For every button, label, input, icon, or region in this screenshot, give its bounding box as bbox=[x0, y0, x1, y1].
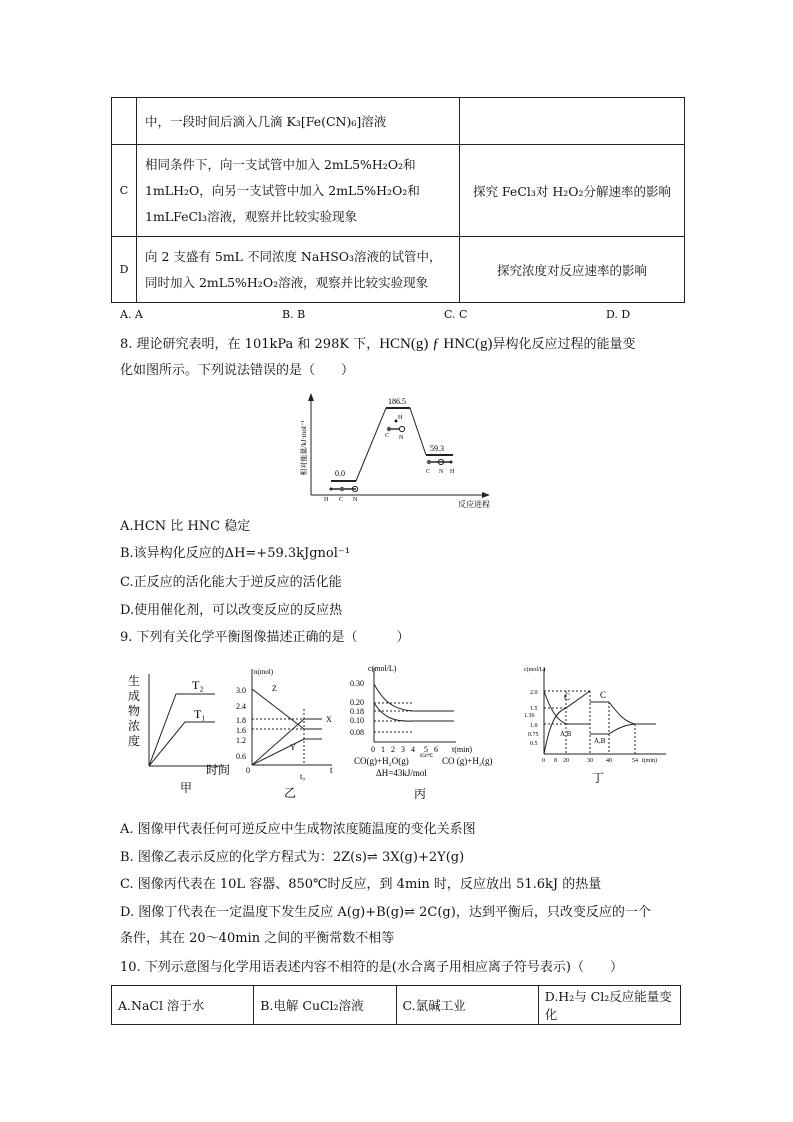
curve-z-label: Z bbox=[272, 684, 277, 693]
table-row bbox=[112, 237, 685, 303]
ytick: 2.4 bbox=[236, 702, 246, 711]
graph-bing bbox=[346, 662, 510, 810]
curve-bing-upper bbox=[374, 684, 454, 711]
q7-option-a[interactable]: A. A bbox=[120, 308, 143, 321]
graph-yi bbox=[232, 665, 347, 805]
row-cont-text: 中，一段时间后滴入几滴 K₃[Fe(CN)₆]溶液 bbox=[137, 98, 460, 145]
ytick: 0.18 bbox=[350, 707, 364, 716]
graph-yi-caption: 乙 bbox=[284, 786, 297, 800]
xtick: 54 bbox=[632, 758, 638, 764]
graph-ding bbox=[510, 662, 670, 810]
q9-option-a[interactable]: A. 图像甲代表任何可逆反应中生成物浓度随温度的变化关系图 bbox=[120, 822, 476, 837]
q8-stem-line2: 化如图所示。下列说法错误的是（ ） bbox=[120, 363, 355, 378]
curve-bing-lower bbox=[374, 703, 454, 721]
xtick: 0 bbox=[542, 758, 545, 764]
curve-x-label: X bbox=[326, 715, 332, 724]
q10-stem: 10. 下列示意图与化学用语表述内容不相符的是(水合离子用相应离子符号表示)（ ） bbox=[120, 960, 623, 975]
row-d-right: 探究浓度对反应速率的影响 bbox=[460, 237, 685, 303]
q10-cell-d[interactable]: D.H₂与 Cl₂反应能量变化 bbox=[538, 986, 680, 1025]
energy-profile bbox=[356, 408, 426, 481]
q10-cell-c[interactable]: C.氯碱工业 bbox=[396, 986, 538, 1025]
q7-option-d[interactable]: D. D bbox=[606, 308, 631, 321]
row-c-line: 1mLFeCl₃溶液，观察并比较实验现象 bbox=[145, 208, 358, 224]
xtick: 6 bbox=[434, 745, 438, 754]
atom-label: N bbox=[353, 497, 358, 503]
bing-eq-left: CO(g)+H₂O(g) bbox=[354, 756, 409, 766]
table-row bbox=[112, 986, 681, 1025]
q8-stem-b: 异构化反应过程的能量变 bbox=[492, 337, 636, 352]
ytick: 3.0 bbox=[236, 686, 246, 695]
row-d-line: 向 2 支盛有 5mL 不同浓度 NaHSO₃溶液的试管中， bbox=[145, 248, 442, 264]
row-c-right: 探究 FeCl₃对 H₂O₂分解速率的影响 bbox=[460, 145, 685, 237]
graph-yi-ylabel: n(mol) bbox=[254, 668, 274, 676]
q8-option-c[interactable]: C.正反应的活化能大于逆反应的活化能 bbox=[120, 575, 342, 590]
curve-t1-label: T₁ bbox=[194, 707, 206, 721]
graph-ding-caption: 丁 bbox=[592, 771, 605, 785]
atom-label: C bbox=[385, 433, 390, 439]
q9-stem: 9. 下列有关化学平衡图像描述正确的是（ ） bbox=[120, 630, 410, 645]
xtick: 8 bbox=[554, 758, 557, 764]
bing-eq-right: CO (g)+H₂(g) bbox=[442, 756, 493, 766]
q8-formula: HCN(g) ƒ HNC(g) bbox=[379, 336, 493, 352]
q10-table bbox=[111, 985, 681, 1025]
ytick: 1.36 bbox=[524, 713, 535, 719]
ding-label-ab1: A,B bbox=[560, 730, 572, 738]
ytick: 1.8 bbox=[236, 716, 246, 725]
xtick: 4 bbox=[411, 745, 415, 754]
row-label: C bbox=[112, 145, 137, 237]
molecule-hnc bbox=[426, 459, 455, 475]
ding-label-c2: C bbox=[600, 690, 607, 700]
curve-t2-label: T₂ bbox=[192, 678, 204, 692]
energy-ylabel: 相对能量/kJ·mol⁻¹ bbox=[300, 420, 308, 476]
atom-label: H bbox=[324, 497, 329, 503]
curve-z bbox=[252, 689, 304, 729]
atom-label: N bbox=[439, 469, 444, 475]
energy-diagram bbox=[298, 393, 498, 511]
row-c-line: 1mLH₂O，向另一支试管中加入 2mL5%H₂O₂和 bbox=[145, 182, 420, 198]
ytick: 0.20 bbox=[350, 698, 364, 707]
q8-stem-line1 bbox=[120, 336, 636, 353]
ding-label-c1: C bbox=[564, 692, 571, 702]
graph-ding-xlabel: t(min) bbox=[642, 758, 657, 764]
bing-eq-cond: 850℃ bbox=[420, 754, 434, 759]
ytick: 0.75 bbox=[528, 732, 539, 738]
q9-option-b[interactable]: B. 图像乙表示反应的化学方程式为：2Z(s)⇌ 3X(g)+2Y(g) bbox=[120, 850, 465, 865]
atom-label: C bbox=[339, 497, 344, 503]
bing-dh: ΔH=43kJ/mol bbox=[376, 768, 427, 778]
q10-cell-a[interactable]: A.NaCl 溶于水 bbox=[112, 986, 254, 1025]
row-c-text bbox=[137, 145, 460, 237]
atom-label: H bbox=[450, 469, 455, 475]
xtick: 0 bbox=[246, 766, 250, 775]
xtick: 0 bbox=[371, 745, 375, 754]
graph-jia-ylabel: 生 bbox=[127, 674, 141, 688]
q9-option-c[interactable]: C. 图像丙代表在 10L 容器、850℃时反应，到 4min 时，反应放出 51.6kJ 的热量 bbox=[120, 877, 602, 892]
graph-ding-ylabel: c(mol/L) bbox=[524, 667, 546, 673]
xtick: t₀ bbox=[300, 772, 306, 781]
row-cont-right bbox=[460, 98, 685, 145]
q7-option-c[interactable]: C. C bbox=[444, 308, 468, 321]
level-hcn-label: 0.0 bbox=[335, 469, 345, 478]
graph-jia bbox=[120, 670, 235, 800]
ytick: 1.6 bbox=[236, 726, 246, 735]
curve-t2 bbox=[149, 694, 215, 766]
xtick: 30 bbox=[587, 758, 593, 764]
row-label: D bbox=[112, 237, 137, 303]
molecule-ts bbox=[385, 415, 405, 441]
graph-bing-xlabel: t(min) bbox=[452, 745, 472, 754]
xtick: t bbox=[330, 765, 333, 775]
ytick: 1.5 bbox=[530, 706, 538, 712]
graph-jia-ylabel: 浓 bbox=[127, 719, 141, 733]
graph-jia-caption: 甲 bbox=[180, 781, 193, 795]
row-c-line: 相同条件下，向一支试管中加入 2mL5%H₂O₂和 bbox=[145, 156, 416, 172]
ytick: 0.10 bbox=[350, 716, 364, 725]
atom-label: H bbox=[398, 415, 403, 421]
ytick: 2.0 bbox=[530, 690, 538, 696]
q8-option-b[interactable]: B.该异构化反应的ΔH=+59.3kJgnol⁻¹ bbox=[120, 546, 350, 561]
graph-bing-ylabel: c(mol/L) bbox=[368, 664, 397, 673]
level-ts-label: 186.5 bbox=[388, 397, 406, 406]
graph-jia-ylabel: 成 bbox=[127, 689, 141, 703]
graph-bing-caption: 丙 bbox=[414, 787, 427, 801]
graph-jia-ylabel: 物 bbox=[127, 704, 141, 718]
q9-option-d[interactable]: D. 图像丁代表在一定温度下发生反应 A(g)+B(g)⇌ 2C(g)，达到平衡后，只改变反应的一个 bbox=[120, 905, 651, 920]
atom-label: C bbox=[426, 469, 431, 475]
xtick: 5 bbox=[424, 745, 428, 754]
curve-y bbox=[252, 739, 304, 765]
graph-jia-ylabel: 度 bbox=[127, 734, 141, 748]
energy-xlabel: 反应进程 bbox=[458, 500, 490, 509]
q10-cell-b[interactable]: B.电解 CuCl₂溶液 bbox=[254, 986, 396, 1025]
level-hnc-label: 59.3 bbox=[430, 444, 444, 453]
xtick: 20 bbox=[563, 758, 569, 764]
ding-label-ab2: A,B bbox=[594, 737, 606, 745]
q7-table bbox=[111, 97, 685, 303]
q9-option-d-cont: 条件，其在 20～40min 之间的平衡常数不相等 bbox=[120, 931, 395, 946]
ytick: 0.5 bbox=[530, 741, 538, 747]
q8-option-a[interactable]: A.HCN 比 HNC 稳定 bbox=[120, 519, 251, 534]
row-d-line: 同时加入 2mL5%H₂O₂溶液，观察并比较实验现象 bbox=[145, 274, 429, 290]
curve-y-label: Y bbox=[290, 743, 296, 752]
curve-x bbox=[252, 719, 304, 765]
xtick: 3 bbox=[401, 745, 405, 754]
table-row bbox=[112, 145, 685, 237]
row-d-text bbox=[137, 237, 460, 303]
ytick: 1.0 bbox=[530, 723, 538, 729]
xtick: 40 bbox=[606, 758, 612, 764]
q8-stem-a: 8. 理论研究表明，在 101kPa 和 298K 下， bbox=[120, 337, 380, 352]
row-label bbox=[112, 98, 137, 145]
graph-jia-xlabel: 时间 bbox=[206, 763, 231, 777]
xtick: 2 bbox=[391, 745, 395, 754]
xtick: 1 bbox=[381, 745, 385, 754]
q7-option-b[interactable]: B. B bbox=[282, 308, 306, 321]
curve-t1 bbox=[149, 722, 215, 766]
atom-label: N bbox=[399, 435, 404, 441]
ytick: 0.6 bbox=[236, 752, 246, 761]
table-row bbox=[112, 98, 685, 145]
ytick: 0.30 bbox=[350, 679, 364, 688]
ytick: 0.08 bbox=[350, 728, 364, 737]
q8-option-d[interactable]: D.使用催化剂，可以改变反应的反应热 bbox=[120, 603, 343, 618]
ytick: 1.2 bbox=[236, 736, 246, 745]
